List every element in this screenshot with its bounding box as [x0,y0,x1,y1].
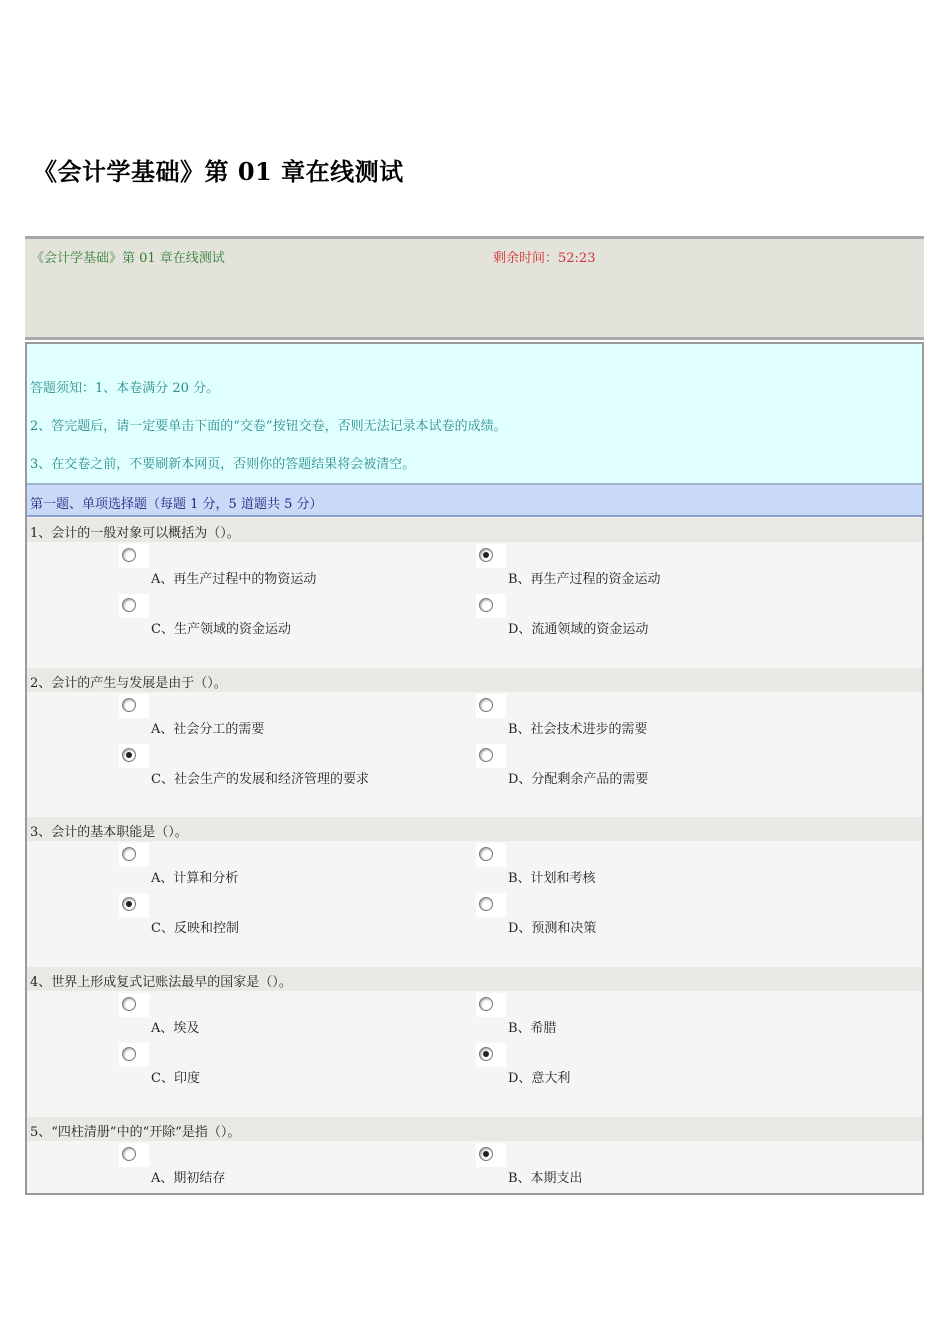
option-label: B、计划和考核 [508,871,596,886]
option-label: A、埃及 [151,1021,200,1036]
option-d[interactable] [476,1043,816,1087]
option-b[interactable] [476,993,816,1037]
option-d[interactable] [476,744,816,788]
radio-button[interactable] [122,897,136,911]
radio-cell [476,694,506,718]
question-text: 1、会计的一般对象可以概括为（）。 [30,526,240,541]
radio-cell [119,843,149,867]
option-label: D、预测和决策 [508,921,597,936]
radio-button[interactable] [479,698,493,712]
notice-line-1: 答题须知：1、本卷满分 20 分。 [30,381,220,396]
option-c[interactable] [119,893,459,937]
option-label: C、社会生产的发展和经济管理的要求 [151,772,369,787]
notice-line-3: 3、在交卷之前，不要刷新本网页，否则你的答题结果将会被清空。 [30,457,416,472]
question-2 [27,668,922,818]
radio-cell [476,744,506,768]
option-label: C、生产领域的资金运动 [151,622,291,637]
radio-button[interactable] [479,548,493,562]
radio-cell [119,1043,149,1067]
exam-header [25,236,924,340]
option-b[interactable] [476,843,816,887]
radio-button[interactable] [479,1147,493,1161]
option-label: A、社会分工的需要 [151,722,265,737]
radio-cell [476,544,506,568]
exam-body [25,342,924,1195]
radio-cell [119,544,149,568]
option-label: D、意大利 [508,1071,571,1086]
radio-button[interactable] [122,847,136,861]
exam-notice [27,344,922,485]
radio-cell [119,694,149,718]
radio-button[interactable] [479,1047,493,1061]
radio-button[interactable] [479,897,493,911]
option-label: A、期初结存 [151,1171,226,1186]
question-title-bar [27,817,922,841]
option-c[interactable] [119,744,459,788]
question-text: 5、“四柱清册”中的“开除”是指（）。 [30,1125,241,1140]
radio-cell [119,993,149,1017]
question-5 [27,1117,922,1195]
option-a[interactable] [119,993,459,1037]
notice-line-2: 2、答完题后，请一定要单击下面的“交卷”按钮交卷，否则无法记录本试卷的成绩。 [30,419,507,434]
question-text: 3、会计的基本职能是（）。 [30,825,188,840]
option-a[interactable] [119,1143,459,1187]
option-b[interactable] [476,1143,816,1187]
question-text: 2、会计的产生与发展是由于（）。 [30,676,227,691]
question-title-bar [27,518,922,542]
exam-name: 《会计学基础》第 01 章在线测试 [31,251,225,266]
remaining-time: 剩余时间：52:23 [493,251,596,266]
radio-button[interactable] [122,548,136,562]
radio-button[interactable] [479,847,493,861]
option-label: B、社会技术进步的需要 [508,722,648,737]
radio-cell [119,744,149,768]
option-a[interactable] [119,544,459,588]
radio-button[interactable] [479,748,493,762]
radio-button[interactable] [122,1147,136,1161]
radio-cell [119,893,149,917]
radio-cell [119,594,149,618]
radio-button[interactable] [122,698,136,712]
option-label: A、再生产过程中的物资运动 [151,572,317,587]
radio-button[interactable] [122,748,136,762]
option-label: D、分配剩余产品的需要 [508,772,649,787]
radio-button[interactable] [479,598,493,612]
option-b[interactable] [476,544,816,588]
option-label: B、本期支出 [508,1171,583,1186]
radio-cell [476,843,506,867]
option-a[interactable] [119,694,459,738]
radio-button[interactable] [122,997,136,1011]
radio-button[interactable] [122,598,136,612]
option-label: C、反映和控制 [151,921,239,936]
page-title: 《会计学基础》第 01 章在线测试 [33,157,404,186]
radio-cell [476,1043,506,1067]
radio-cell [476,993,506,1017]
option-c[interactable] [119,1043,459,1087]
question-3 [27,817,922,967]
radio-cell [476,594,506,618]
section-header [27,485,922,517]
option-d[interactable] [476,594,816,638]
option-d[interactable] [476,893,816,937]
option-label: C、印度 [151,1071,200,1086]
section-title: 第一题、单项选择题（每题 1 分，5 道题共 5 分） [30,497,323,512]
radio-cell [476,1143,506,1167]
option-c[interactable] [119,594,459,638]
option-label: D、流通领域的资金运动 [508,622,649,637]
radio-cell [476,893,506,917]
radio-button[interactable] [122,1047,136,1061]
option-label: A、计算和分析 [151,871,239,886]
question-title-bar [27,967,922,991]
option-label: B、希腊 [508,1021,557,1036]
option-b[interactable] [476,694,816,738]
question-title-bar [27,1117,922,1141]
question-4 [27,967,922,1117]
question-title-bar [27,668,922,692]
question-1 [27,518,922,668]
option-label: B、再生产过程的资金运动 [508,572,661,587]
radio-cell [119,1143,149,1167]
option-a[interactable] [119,843,459,887]
question-text: 4、世界上形成复式记账法最早的国家是（）。 [30,975,292,990]
radio-button[interactable] [479,997,493,1011]
